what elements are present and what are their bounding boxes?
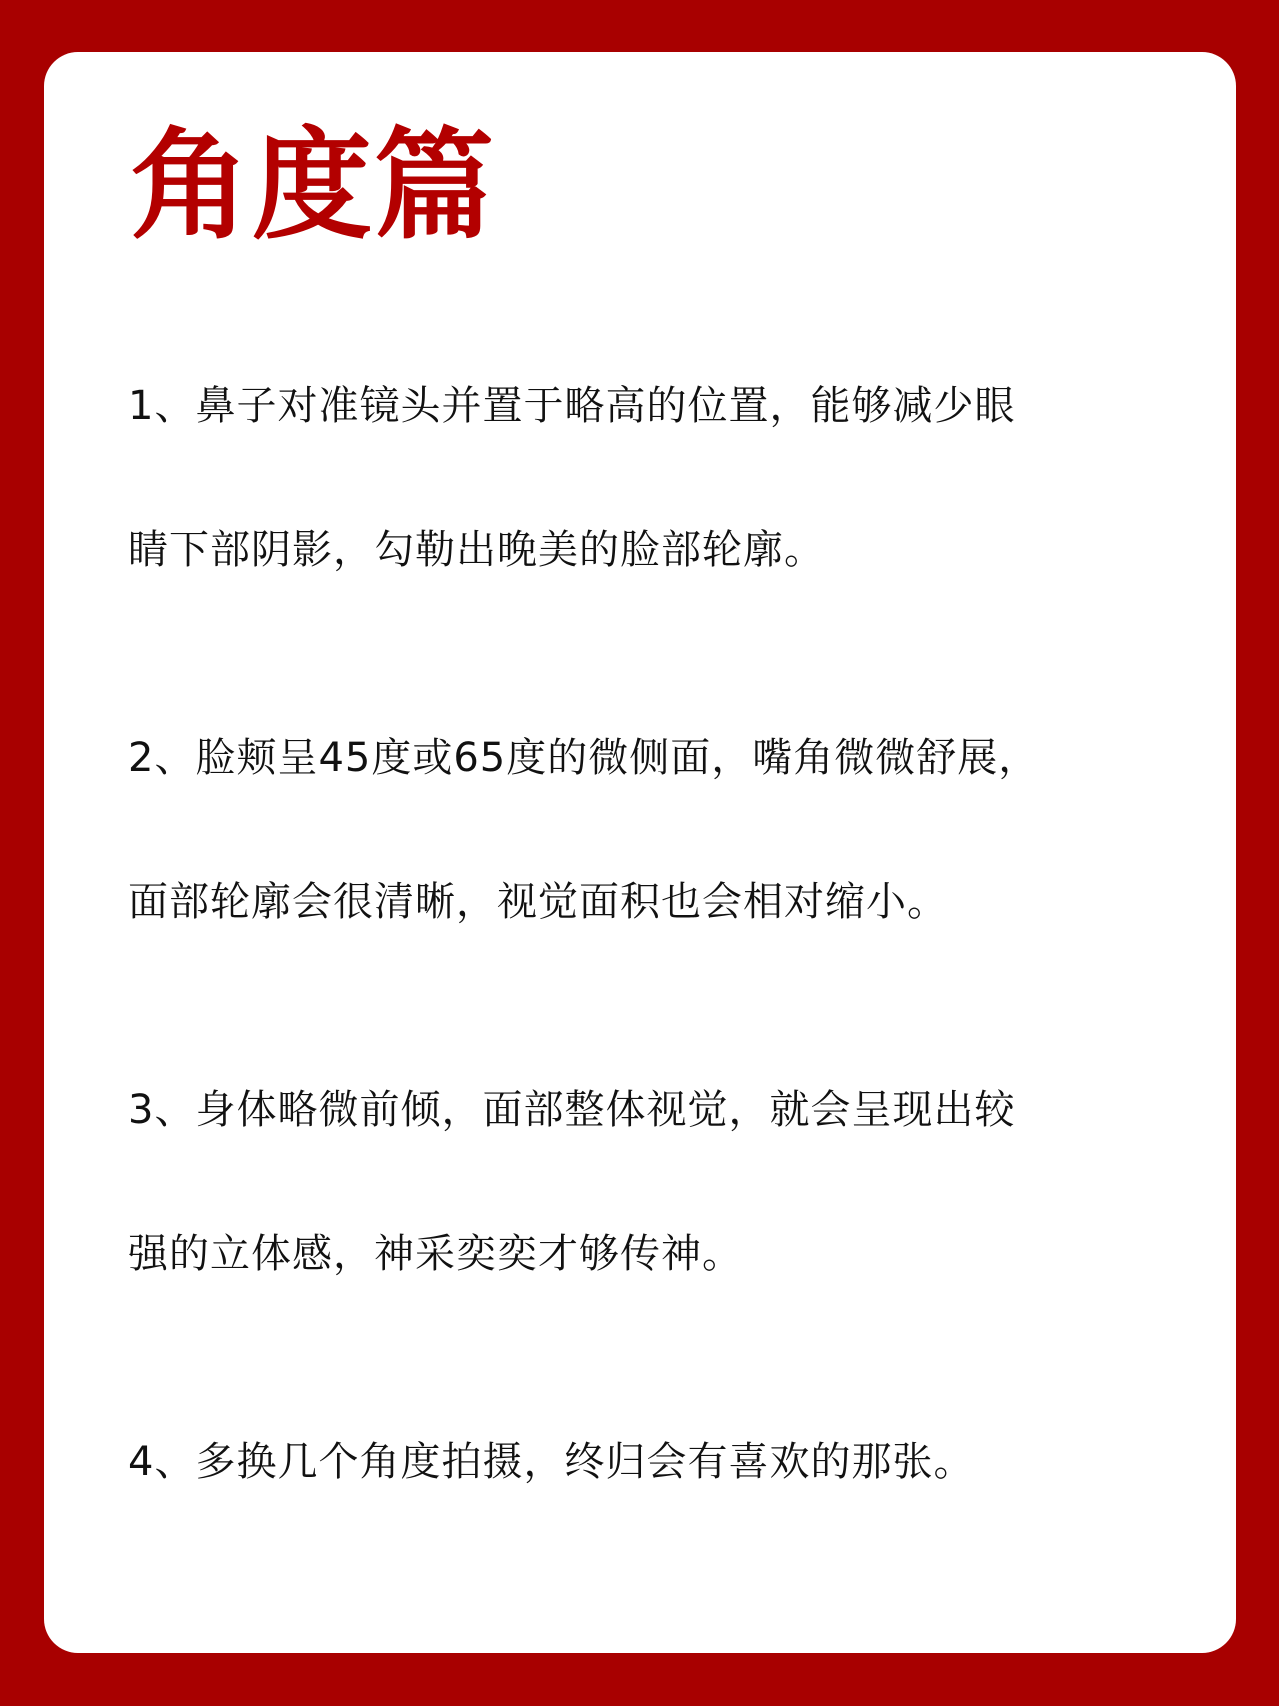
content-card <box>44 52 1236 1653</box>
tip-3-line-1: 3、身体略微前倾，面部整体视觉，就会呈现出较 <box>128 1087 1016 1133</box>
tip-4 <box>128 1390 1168 1534</box>
tips-list <box>128 334 1168 1534</box>
tip-3 <box>128 1038 1168 1326</box>
tip-1-line-2: 睛下部阴影，勾勒出晚美的脸部轮廓。 <box>128 527 825 573</box>
tip-1-line-1: 1、鼻子对准镜头并置于略高的位置，能够减少眼 <box>128 383 1016 429</box>
tip-2 <box>128 686 1168 974</box>
tip-2-line-2: 面部轮廓会很清晰，视觉面积也会相对缩小。 <box>128 879 948 925</box>
page-title: 角度篇 <box>130 117 496 256</box>
tip-2-line-1: 2、脸颊呈45度或65度的微侧面，嘴角微微舒展， <box>128 735 1040 781</box>
tip-3-line-2: 强的立体感，神采奕奕才够传神。 <box>128 1231 743 1277</box>
tip-4-line-1: 4、多换几个角度拍摄，终归会有喜欢的那张。 <box>128 1439 975 1485</box>
tip-1 <box>128 334 1168 622</box>
